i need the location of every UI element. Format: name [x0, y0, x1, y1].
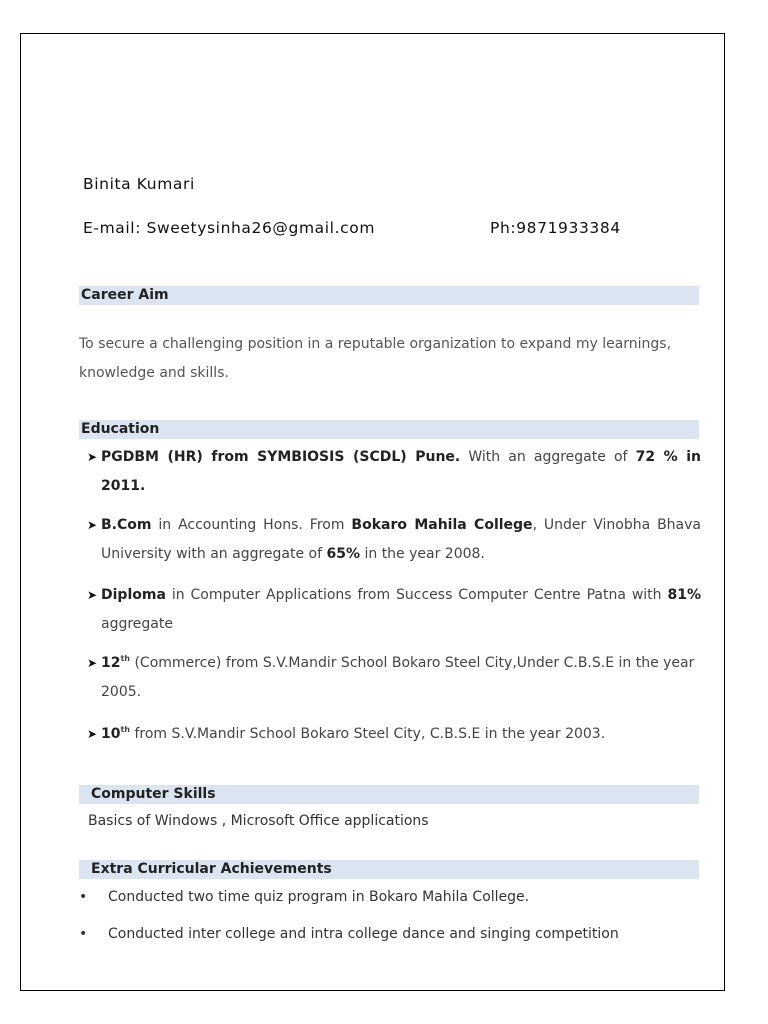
education-item: ➤ B.Com in Accounting Hons. From Bokaro Mahila College, Under Vinobha Bhava University with an aggregate of 65% in the year 2008. [101, 511, 701, 569]
computer-skills-heading: Computer Skills [79, 785, 699, 804]
computer-skills-text: Basics of Windows , Microsoft Office applications [88, 813, 429, 829]
extra-curricular-heading: Extra Curricular Achievements [79, 860, 699, 879]
education-item: ➤ PGDBM (HR) from SYMBIOSIS (SCDL) Pune. With an aggregate of 72 % in 2011. [101, 443, 701, 501]
phone-number: Ph:9871933384 [490, 219, 621, 237]
education-item: ➤ 12th (Commerce) from S.V.Mandir School Bokaro Steel City,Under C.B.S.E in the year 2005. [101, 649, 701, 707]
career-aim-heading: Career Aim [79, 286, 699, 305]
arrowhead-bullet-icon: ➤ [87, 727, 98, 741]
arrowhead-bullet-icon: ➤ [87, 518, 98, 532]
candidate-name: Binita Kumari [83, 175, 195, 193]
career-aim-text: To secure a challenging position in a reputable organization to expand my learnings, knowledge and skills. [79, 336, 672, 381]
education-item: ➤ 10th from S.V.Mandir School Bokaro Steel City, C.B.S.E in the year 2003. [101, 720, 701, 749]
bullet-dot-icon: • [79, 926, 88, 942]
resume-page: Binita Kumari E-mail: Sweetysinha26@gmail.com Ph:9871933384 Career Aim To secure a challenging position in a reputable organization to expand my learnings, knowledge and skills. Education ➤ PGDBM (HR) from SYMBIOSIS (SCDL) Pune. With an aggregate of 72 % in 2011. ➤ B.Com in Accounting Hons. From Bokaro Mahila College, Under Vinobha Bhava University with an aggregate of 65% in the year 2008. ➤ Diploma in Computer Applications from Success Computer Centre Patna with 81% aggregate ➤ 12th (Commerce) from S.V.Mandir School Bokaro Steel City,Under C.B.S.E in the year 2005. ➤ 10th from S.V.Mandir School Bokaro Steel City, C.B.S.E in the year 2003. Computer Skills Basics of Windows , Microsoft Office applications Extra Curricular Achievements • Conducted two time quiz program in Bokaro Mahila College. • Conducted inter college and intra college dance and singing competition [20, 33, 725, 991]
bullet-dot-icon: • [79, 889, 88, 905]
arrowhead-bullet-icon: ➤ [87, 656, 98, 670]
education-heading: Education [79, 420, 699, 439]
email-line: E-mail: Sweetysinha26@gmail.com [83, 219, 376, 237]
arrowhead-bullet-icon: ➤ [87, 450, 98, 464]
arrowhead-bullet-icon: ➤ [87, 588, 98, 602]
education-item: ➤ Diploma in Computer Applications from Success Computer Centre Patna with 81% aggregate [101, 581, 701, 639]
